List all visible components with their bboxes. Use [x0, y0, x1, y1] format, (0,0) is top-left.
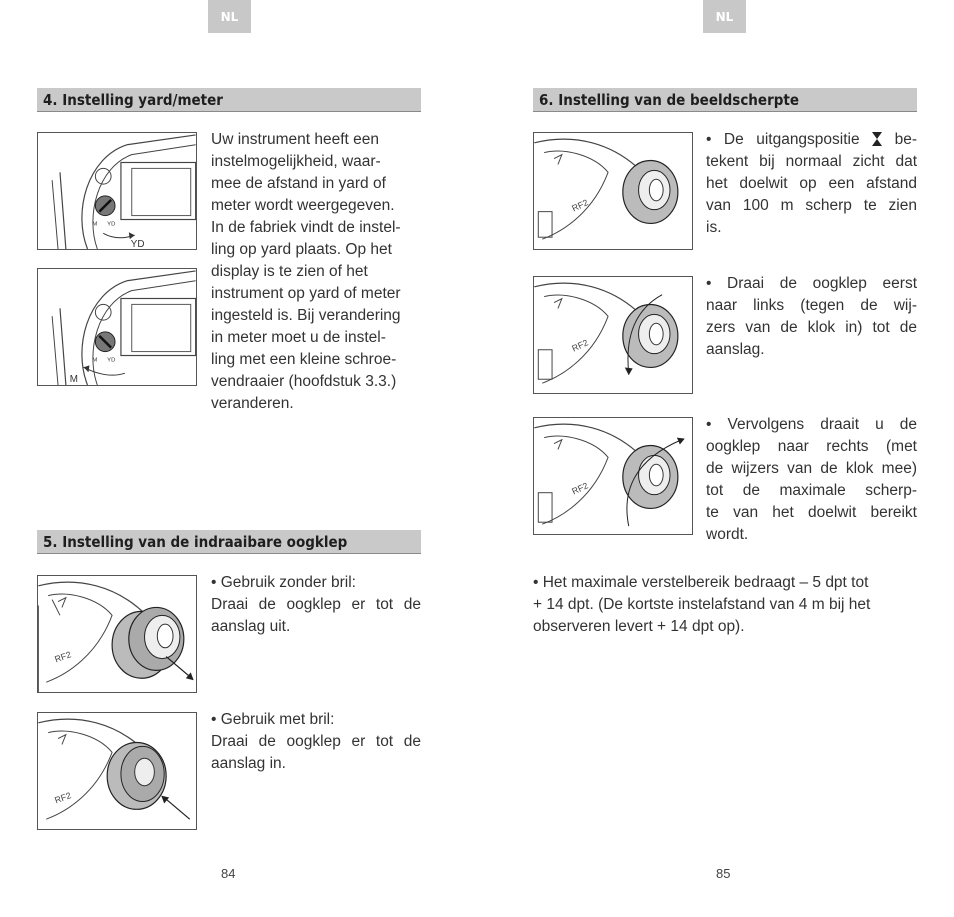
focus-clockwise-illustration: [533, 417, 693, 535]
focus-counterclockwise-illustration: [533, 276, 693, 394]
text-line: aanslag.: [706, 341, 765, 358]
text-line: • Het maximale verstelbereik bedraagt – 5 dpt tot: [533, 574, 869, 591]
device-label: RF2: [53, 649, 73, 665]
focus-start-text: [706, 129, 917, 239]
eyecup-with-glasses-text: [211, 709, 421, 775]
text-line: tekent bij normaal zicht dat: [706, 153, 917, 170]
focus-clockwise-text: [706, 414, 917, 546]
dial-label-yd: YD: [107, 357, 116, 364]
yard-label: YD: [130, 239, 145, 249]
text-line: In de fabriek vindt de instel-: [211, 219, 401, 236]
text-line: de wijzers van de klok mee): [706, 460, 917, 477]
text-line: oogklep naar rechts (met: [706, 438, 917, 455]
section-6-heading: 6. Instelling van de beeldscherpte: [533, 88, 917, 112]
text-line: van 100 m scherp te zien: [706, 197, 917, 214]
language-tab-right: [703, 0, 746, 33]
text-line: mee de afstand in yard of: [211, 175, 386, 192]
device-label: RF2: [53, 790, 73, 806]
text-line: zers van de klok in) tot de: [706, 319, 917, 336]
text-line: [706, 129, 917, 151]
text-line: ling op yard plaats. Op het: [211, 241, 392, 258]
text-line: te van het doelwit bereikt: [706, 504, 917, 521]
device-label: RF2: [570, 480, 590, 497]
meter-setting-illustration: [37, 268, 197, 386]
text-line: in meter moet u de instel-: [211, 329, 386, 346]
meter-label: M: [69, 374, 79, 385]
text-line: aanslag uit.: [211, 618, 291, 635]
text-line: Uw instrument heeft een: [211, 131, 380, 148]
yard-setting-illustration: [37, 132, 197, 250]
page-number-left: 84: [221, 866, 236, 881]
text-line: instrument op yard of meter: [211, 285, 401, 302]
text-line: • Draai de oogklep eerst: [706, 275, 917, 292]
focus-start-illustration: [533, 132, 693, 250]
arrow-icon: [84, 365, 90, 372]
text-line: ling met een kleine schroe-: [211, 351, 397, 368]
text-line: aanslag in.: [211, 755, 286, 772]
text-line: Draai de oogklep er tot de: [211, 596, 421, 613]
text-segment: • De uitgangspositie: [706, 131, 860, 148]
text-line: wordt.: [706, 526, 749, 543]
text-line: + 14 dpt. (De kortste instelafstand van 4 m bij het: [533, 596, 871, 613]
focus-counterclockwise-text: [706, 273, 917, 361]
hourglass-icon: [872, 132, 882, 146]
text-line: veranderen.: [211, 395, 294, 412]
device-label: RF2: [570, 197, 590, 214]
arrow-icon: [161, 796, 169, 804]
text-line: ingesteld is. Bij verandering: [211, 307, 401, 324]
arrow-icon: [625, 367, 633, 375]
device-label: RF2: [570, 337, 590, 354]
text-line: is.: [706, 219, 722, 236]
page-number-right: 85: [716, 866, 731, 881]
text-line: naar links (tegen de wij-: [706, 297, 917, 314]
text-line: display is te zien of het: [211, 263, 368, 280]
text-line: • Gebruik met bril:: [211, 711, 335, 728]
adjustment-range-text: [533, 572, 917, 638]
text-line: instelmogelijkheid, waar-: [211, 153, 381, 170]
section-4-body: [211, 129, 421, 415]
text-line: vendraaier (hoofdstuk 3.3.): [211, 373, 397, 390]
section-5-heading: 5. Instelling van de indraaibare oogklep: [37, 530, 421, 554]
text-line: meter wordt weergegeven.: [211, 197, 395, 214]
dial-label-m: M: [92, 357, 98, 364]
text-segment: be-: [894, 131, 917, 148]
language-label: NL: [715, 9, 734, 24]
text-line: • Vervolgens draait u de: [706, 416, 917, 433]
text-line: tot de maximale scherp-: [706, 482, 917, 499]
eyecup-out-illustration: [37, 575, 197, 693]
eyecup-without-glasses-text: [211, 572, 421, 638]
language-tab-left: [208, 0, 251, 33]
section-4-heading: 4. Instelling yard/meter: [37, 88, 421, 112]
eyecup-in-illustration: [37, 712, 197, 830]
dial-label-m: M: [92, 221, 98, 228]
text-line: Draai de oogklep er tot de: [211, 733, 421, 750]
text-line: observeren levert + 14 dpt op).: [533, 618, 745, 635]
dial-label-yd: YD: [107, 221, 116, 228]
language-label: NL: [220, 9, 239, 24]
text-line: • Gebruik zonder bril:: [211, 574, 356, 591]
text-line: het doelwit op een afstand: [706, 175, 917, 192]
